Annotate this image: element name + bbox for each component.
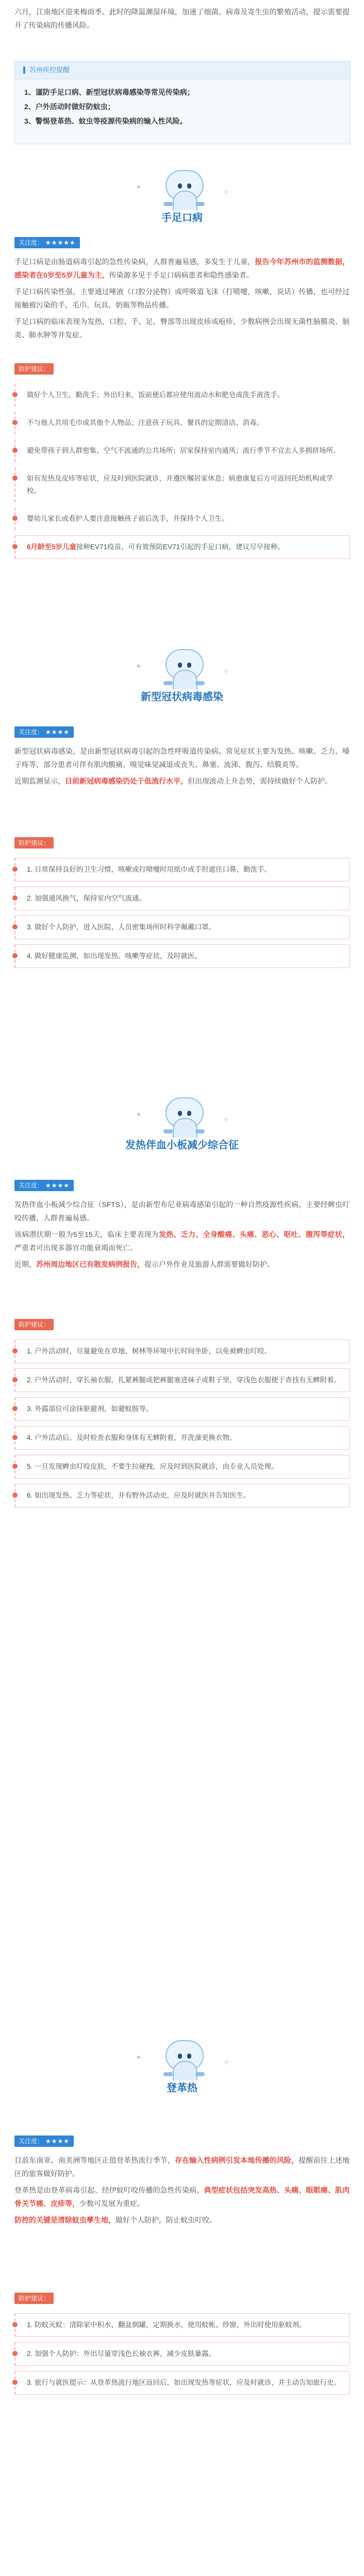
key-point: 1、谨防手足口病、新型冠状病毒感染等常见传染病； — [24, 88, 194, 96]
rating-stars: ★★★★ — [45, 728, 70, 736]
bullet-dot — [12, 1493, 18, 1498]
key-point: 2、户外活动时做好防蚊虫； — [24, 103, 115, 111]
advice-list — [14, 2313, 350, 2400]
key-points-header — [15, 61, 350, 79]
body-paragraph: 发热伴血小板减少综合征（SFTS），是由新型布尼亚病毒感染引起的一种自然疫源性疾病，主要经蜱虫叮咬传播，人群普遍易感。 — [14, 1200, 350, 1222]
section-body — [14, 2154, 350, 2227]
mascot-eye — [178, 663, 182, 668]
advice-item: 2. 户外活动时，穿长袖衣服，扎紧裤腿或把裤腿塞进袜子或鞋子里，穿浅色衣服便于查找有无蜱附着。 — [14, 1368, 350, 1392]
sparkle-icon: ✧ — [223, 188, 229, 196]
advice-list — [14, 1340, 350, 1513]
sparkle-icon: ✦ — [136, 662, 142, 670]
bullet-dot — [12, 1377, 18, 1382]
body-paragraph: 该病潜伏期一般为5至15天，临床主要表现为发热、乏力、全身酸痛、头痛、恶心、呕吐、腹泻等症状，严重者可出现多器官功能衰竭而死亡。 — [14, 1230, 350, 1252]
body-paragraph: 手足口病的临床表现为发热，口腔、手、足、臀部等出现皮疹或疱疹，少数病例会出现无菌性脑膜炎、脑炎、肺水肿等并发症。 — [14, 317, 350, 339]
sparkle-icon: ✦ — [136, 183, 142, 191]
body-paragraph: 近期，苏州周边地区已有散发病例报告，提示户外作业及旅游人群需要做好防护。 — [14, 1260, 274, 1268]
rating-stars: ★★★★ — [45, 1182, 70, 1189]
intro-text: 六月，江南地区迎来梅雨季。此时的降温潮湿环境，加速了细菌、病毒及寄生虫的繁殖活动，提示需要提升了传染病的传播风险。 — [14, 8, 350, 29]
section-title: 手足口病 — [156, 210, 208, 226]
mascot-arm — [195, 2072, 205, 2076]
advice-item: 1. 防蚊灭蚊：清除家中积水，翻盆倒罐，定期换水，使用蚊帐、纱窗，外出时使用驱蚊剂。 — [14, 2313, 350, 2337]
vaccine-note: 6月龄至5岁儿童接种EV71疫苗，可有效预防EV71引起的手足口病，建议尽早接种。 — [14, 535, 350, 559]
body-paragraph: 新型冠状病毒感染，是由新型冠状病毒引起的急性呼吸道传染病。常见症状主要为发热、咳嗽、乏力、嗓子疼等，部分患者可伴有肌肉酸痛、嗅觉味觉减退或丧失、鼻塞、流涕、腹泻、结膜炎等。 — [14, 747, 350, 769]
advice-badge: 防护建议： — [14, 1319, 54, 1330]
bullet-dot — [12, 895, 18, 901]
mascot-eye — [187, 183, 191, 189]
mascot-eye — [178, 1111, 182, 1116]
advice-item: 3. 做好个人防护，进入医院、人员密集场所时科学佩戴口罩。 — [14, 916, 350, 939]
key-point: 3、警惕登革热、蚊虫等疫源传染病的输入性风险。 — [24, 117, 187, 125]
attention-badge: 关注度： ★★★★★ — [14, 237, 80, 248]
bullet-dot — [12, 1406, 18, 1411]
advice-item: 6. 如出现发热、乏力等症状，并有野外活动史，应及时就医并告知医生。 — [14, 1484, 350, 1507]
rating-stars: ★★★★ — [45, 2138, 70, 2145]
bullet-dot — [12, 867, 18, 872]
bullet-dot — [12, 1435, 18, 1440]
mascot-arm — [195, 202, 205, 206]
advice-item: 3. 外露部位可涂抹驱避剂，如避蚊胺等。 — [14, 1397, 350, 1421]
section-body — [14, 1198, 350, 1271]
advice-item: 4. 户外活动后，及时检查衣服和身体有无蜱附着，并洗澡更换衣物。 — [14, 1426, 350, 1450]
bullet-dot — [12, 953, 18, 958]
bullet-dot — [12, 1348, 18, 1353]
body-paragraph: 手足口病传染性强，主要通过唾液（口腔分泌物）或呼吸道飞沫（打喷嚏，咳嗽，说话）传播，也可经过接触被污染的手、毛巾、玩具、奶瓶等物品传播。 — [14, 287, 350, 309]
header-bar — [23, 66, 25, 74]
bullet-dot — [12, 448, 18, 453]
bullet-dot — [12, 420, 18, 425]
advice-item: 2. 加强个人防护：外出尽量穿浅色长袖衣裤，减少皮肤暴露。 — [14, 2342, 350, 2366]
mascot-eye — [187, 663, 191, 668]
bullet-dot — [12, 544, 18, 549]
bullet-dot — [12, 476, 18, 481]
mascot-eye — [187, 1111, 191, 1116]
advice-item: 1. 户外活动时，尽量避免在草地、树林等环境中长时间坐卧，以免被蜱虫叮咬。 — [14, 1340, 350, 1363]
mascot-arm — [163, 681, 173, 685]
rating-stars: ★★★★★ — [45, 239, 76, 246]
advice-item: 如有发热及皮疹等症状，应及时到医院就诊，并遵医嘱居家休息；病愈康复后方可返回托幼机构或学校。 — [14, 467, 350, 502]
key-points-title: 苏州疾控提醒 — [29, 66, 70, 74]
attention-badge: 关注度： ★★★★ — [14, 2136, 74, 2147]
advice-item: 1. 日常保持良好的卫生习惯，咳嗽或打喷嚏时用纸巾或手肘遮住口鼻，勤洗手。 — [14, 858, 350, 882]
mascot-eye — [187, 2054, 191, 2059]
advice-item: 避免带孩子到人群密集、空气不流通的公共场所；居家保持室内通风；流行季节不宜去人多拥挤场所。 — [14, 439, 350, 462]
sparkle-icon: ✦ — [136, 1110, 142, 1118]
body-paragraph: 手足口病是由肠道病毒引起的急性传染病，人群普遍易感，多发生于儿童，报告今年苏州市的监测数据，感染者在0岁至5岁儿童为主，传染源多见于手足口病病患者和隐性感染者。 — [14, 258, 350, 279]
attention-badge: 关注度： ★★★★ — [14, 726, 74, 738]
mascot-arm — [195, 1129, 205, 1133]
section-body — [14, 255, 350, 342]
body-paragraph: 登革热是由登革病毒引起、经伊蚊叮咬传播的急性传染病，典型症状包括突发高热、头痛、眼眶痛、肌肉骨关节痛、皮疹等，少数可发展为重症。 — [14, 2186, 350, 2208]
advice-badge: 防护建议： — [14, 363, 54, 375]
advice-list — [14, 384, 350, 564]
bullet-dot — [12, 1464, 18, 1469]
section-title: 发热伴血小板减少综合征 — [120, 1138, 244, 1153]
advice-item: 做好个人卫生，勤洗手；外出归来，饭前便后都应使用流动水和肥皂或洗手液洗手。 — [14, 384, 350, 406]
advice-item: 4. 做好健康监测，如出现发热、咳嗽等症状，及时就医。 — [14, 944, 350, 968]
bullet-dot — [12, 392, 18, 397]
section-mascot — [125, 1097, 239, 1175]
section-mascot — [125, 649, 239, 726]
section-title: 登革热 — [161, 2080, 203, 2096]
section-body — [14, 744, 350, 788]
section-title: 新型冠状病毒感染 — [136, 689, 228, 705]
bullet-dot — [12, 2351, 18, 2356]
mascot-arm — [195, 681, 205, 685]
advice-badge: 防护建议： — [14, 837, 54, 849]
sparkle-icon: ✧ — [223, 2058, 229, 2066]
advice-item: 2. 加强通风换气，保持室内空气流通。 — [14, 887, 350, 910]
advice-list — [14, 858, 350, 973]
attention-badge: 关注度： ★★★★ — [14, 1180, 74, 1191]
advice-badge: 防护建议： — [14, 2293, 54, 2304]
key-points-list — [24, 85, 339, 128]
advice-item: 3. 旅行与就医提示：从登革热流行地区返回后，如出现发热等症状，应及时就诊，并主动告知旅行史。 — [14, 2371, 350, 2395]
mascot-eye — [178, 183, 182, 189]
sparkle-icon: ✧ — [223, 667, 229, 675]
section-mascot — [125, 2040, 239, 2117]
body-paragraph: 目前东南亚、南美洲等地区正值登革热流行季节，存在输入性病例引发本地传播的风险，提醒前往上述地区的旅客做好防护。 — [14, 2156, 350, 2178]
mascot-arm — [163, 202, 173, 206]
body-paragraph: 防控的关键是清除蚊虫孳生地，做好个人防护，防止蚊虫叮咬。 — [14, 2216, 217, 2224]
advice-item: 不与他人共用毛巾或其他个人物品；注意孩子玩具、餐具的定期清洁、消毒。 — [14, 412, 350, 434]
advice-item: 5. 一旦发现蜱虫叮咬皮肤，不要生拉硬拽，应及时到医院就诊，由专业人员处理。 — [14, 1455, 350, 1479]
bullet-dot — [12, 516, 18, 521]
bullet-dot — [12, 924, 18, 929]
sparkle-icon: ✦ — [136, 2053, 142, 2061]
advice-item: 婴幼儿家长或看护人要注意接触孩子前后洗手，并保持个人卫生。 — [14, 507, 350, 530]
key-points-box — [14, 61, 351, 144]
section-mascot — [125, 170, 239, 247]
mascot-arm — [163, 1129, 173, 1133]
bullet-dot — [12, 2322, 18, 2327]
body-paragraph: 近期监测显示，目前新冠病毒感染仍处于低流行水平，但出现波动上升态势，需持续做好个人防护。 — [14, 777, 332, 785]
bullet-dot — [12, 2380, 18, 2385]
sparkle-icon: ✧ — [223, 1115, 229, 1124]
mascot-eye — [178, 2054, 182, 2059]
intro-paragraph — [14, 5, 350, 32]
mascot-arm — [163, 2072, 173, 2076]
